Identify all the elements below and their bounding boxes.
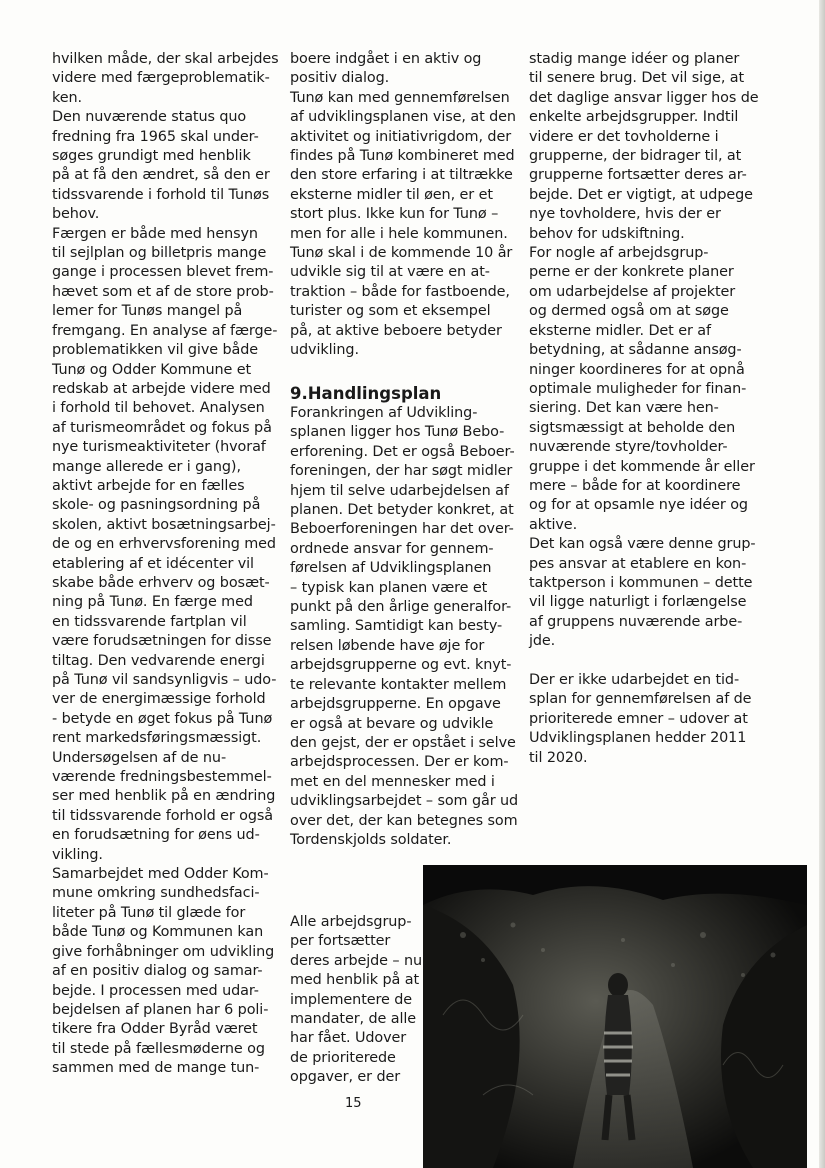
text-line: det daglige ansvar ligger hos de bbox=[529, 89, 759, 106]
text-line: mere – både for at koordinere bbox=[529, 477, 741, 494]
text-line: – typisk kan planen være et bbox=[290, 579, 488, 596]
text-line: siering. Det kan være hen- bbox=[529, 400, 719, 417]
text-line: de prioriterede bbox=[290, 1049, 396, 1066]
text-line: hævet som et af de store prob- bbox=[52, 283, 274, 300]
text-line: aktive. bbox=[529, 516, 578, 533]
text-line: te relevante kontakter mellem bbox=[290, 676, 507, 693]
text-line: ning på Tunø. En færge med bbox=[52, 594, 253, 611]
text-line: grupperne fortsætter deres ar- bbox=[529, 167, 747, 184]
text-line: problematikken vil give både bbox=[52, 342, 259, 359]
text-line: Forankringen af Udvikling- bbox=[290, 405, 478, 421]
text-line: mange allerede er i gang), bbox=[52, 458, 241, 475]
text-line: hvilken måde, der skal arbejdes bbox=[52, 51, 279, 67]
text-column-left bbox=[52, 50, 279, 1079]
text-line: skabe både erhverv og bosæt- bbox=[52, 574, 270, 591]
text-line: om udarbejdelse af projekter bbox=[529, 283, 736, 300]
text-line: ordnede ansvar for gennem- bbox=[290, 540, 494, 557]
text-line: af udviklingsplanen vise, at den bbox=[290, 109, 516, 126]
text-line: vil ligge naturligt i forlængelse bbox=[529, 594, 747, 611]
text-line: positiv dialog. bbox=[290, 70, 390, 87]
text-line: værende fredningsbestemmel- bbox=[52, 769, 272, 786]
text-line: Udviklingsplanen hedder 2011 bbox=[529, 730, 747, 747]
text-line: Tunø skal i de kommende 10 år bbox=[290, 245, 513, 262]
text-line: gruppe i det kommende år eller bbox=[529, 458, 755, 475]
text-line: prioriterede emner – udover at bbox=[529, 710, 748, 727]
text-line: eksterne midler til øen, er et bbox=[290, 186, 493, 203]
text-line: og dermed også om at søge bbox=[529, 303, 729, 320]
text-line: lemer for Tunøs mangel på bbox=[52, 303, 243, 320]
text-line: med henblik på at bbox=[290, 972, 420, 989]
text-line: taktperson i kommunen – dette bbox=[529, 574, 753, 591]
text-line: aktivt arbejde for en fælles bbox=[52, 477, 245, 494]
text-line: udvikle sig til at være en at- bbox=[290, 264, 490, 281]
text-line: opgaver, er der bbox=[290, 1069, 401, 1086]
text-line: give forhåbninger om udvikling bbox=[52, 943, 275, 960]
text-line: videre er det tovholderne i bbox=[529, 128, 719, 145]
text-column-right-body bbox=[529, 50, 759, 652]
text-line: samling. Samtidigt kan besty- bbox=[290, 618, 503, 635]
text-line: pes ansvar at etablere en kon- bbox=[529, 555, 747, 572]
text-line: redskab at arbejde videre med bbox=[52, 380, 271, 397]
text-line: af en positiv dialog og samar- bbox=[52, 963, 263, 980]
text-line: nye tovholdere, hvis der er bbox=[529, 206, 721, 223]
text-line: førelsen af Udviklingsplanen bbox=[290, 560, 492, 577]
page-edge bbox=[819, 0, 825, 1168]
text-line: mandater, de alle bbox=[290, 1011, 417, 1028]
text-line: findes på Tunø kombineret med bbox=[290, 148, 515, 165]
text-line: Samarbejdet med Odder Kom- bbox=[52, 866, 269, 883]
text-line: - betyde en øget fokus på Tunø bbox=[52, 710, 273, 727]
text-line: splanen ligger hos Tunø Bebo- bbox=[290, 424, 505, 441]
text-line: nye turismeaktiviteter (hvoraf bbox=[52, 439, 266, 456]
text-line: Beboerforeningen har det over- bbox=[290, 521, 514, 538]
text-line: udvikling. bbox=[290, 342, 359, 359]
text-line: over det, der kan betegnes som bbox=[290, 812, 518, 829]
text-line: optimale muligheder for finan- bbox=[529, 380, 747, 397]
text-line: punkt på den årlige generalfor- bbox=[290, 599, 512, 616]
text-line: en tidssvarende fartplan vil bbox=[52, 613, 247, 630]
paragraph-gap bbox=[529, 652, 759, 671]
text-line: implementere de bbox=[290, 991, 413, 1008]
text-line: betydning, at sådanne ansøg- bbox=[529, 342, 742, 359]
text-line: til stede på fællesmøderne og bbox=[52, 1040, 265, 1057]
text-line: den store erfaring i at tiltrække bbox=[290, 167, 513, 184]
text-line: på, at aktive beboere betyder bbox=[290, 322, 502, 339]
text-line: etablering af et idécenter vil bbox=[52, 555, 254, 572]
text-line: skolen, aktivt bosætningsarbej- bbox=[52, 516, 276, 533]
text-line: skole- og pasningsordning på bbox=[52, 497, 261, 514]
text-line: aktivitet og initiativrigdom, der bbox=[290, 128, 512, 145]
text-line: erforening. Det er også Beboer- bbox=[290, 443, 515, 460]
text-line: udviklingsarbejdet – som går ud bbox=[290, 793, 519, 810]
text-line: på Tunø vil sandsynligvis – udo- bbox=[52, 672, 277, 688]
text-column-right-final bbox=[529, 671, 759, 768]
text-column-middle-section bbox=[290, 404, 518, 850]
text-line: sigtsmæssigt at beholde den bbox=[529, 419, 736, 436]
text-line: mune omkring sundhedsfaci- bbox=[52, 885, 260, 902]
text-line: boere indgået i en aktiv og bbox=[290, 51, 482, 67]
text-line: på at få den ændret, så den er bbox=[52, 167, 270, 184]
text-line: til 2020. bbox=[529, 749, 588, 766]
text-line: splan for gennemførelsen af de bbox=[529, 691, 752, 708]
text-line: har fået. Udover bbox=[290, 1030, 407, 1047]
text-line: relsen løbende have øje for bbox=[290, 637, 485, 654]
text-line: stadig mange idéer og planer bbox=[529, 51, 740, 67]
text-line: og for at opsamle nye idéer og bbox=[529, 497, 748, 514]
text-line: Tordenskjolds soldater. bbox=[290, 831, 452, 848]
text-line: til tidssvarende forhold er også bbox=[52, 807, 274, 824]
text-line: arbejdsgrupperne. En opgave bbox=[290, 696, 501, 713]
text-line: planen. Det betyder konkret, at bbox=[290, 502, 514, 519]
text-line: sammen med de mange tun- bbox=[52, 1060, 260, 1077]
text-line: Tunø kan med gennemførelsen bbox=[290, 89, 510, 106]
text-line: tiltag. Den vedvarende energi bbox=[52, 652, 265, 669]
text-line: deres arbejde – nu bbox=[290, 952, 423, 969]
text-line: grupperne, der bidrager til, at bbox=[529, 148, 742, 165]
text-line: For nogle af arbejdsgrup- bbox=[529, 245, 709, 262]
text-column-middle bbox=[290, 50, 518, 361]
text-line: af turismeområdet og fokus på bbox=[52, 419, 272, 436]
text-line: Færgen er både med hensyn bbox=[52, 225, 258, 242]
text-line: er også at bevare og udvikle bbox=[290, 715, 494, 732]
text-line: hjem til selve udarbejdelsen af bbox=[290, 482, 509, 499]
text-line: ninger koordineres for at opnå bbox=[529, 361, 745, 378]
page-number: 15 bbox=[345, 1096, 362, 1111]
section-heading: 9.Handlingsplan bbox=[290, 384, 442, 403]
text-line: enkelte arbejdsgrupper. Indtil bbox=[529, 109, 739, 126]
text-line: ser med henblik på en ændring bbox=[52, 788, 276, 805]
text-line: rent markedsføringsmæssigt. bbox=[52, 730, 262, 747]
text-line: met en del mennesker med i bbox=[290, 773, 495, 790]
text-line: jde. bbox=[529, 633, 556, 650]
text-line: Den nuværende status quo bbox=[52, 109, 247, 126]
text-line: behov. bbox=[52, 206, 100, 223]
text-line: de og en erhvervsforening med bbox=[52, 536, 276, 553]
text-line: men for alle i hele kommunen. bbox=[290, 225, 508, 242]
text-line: tidssvarende i forhold til Tunøs bbox=[52, 186, 270, 203]
text-line: til senere brug. Det vil sige, at bbox=[529, 70, 745, 87]
text-line: Der er ikke udarbejdet en tid- bbox=[529, 671, 740, 688]
text-line: eksterne midler. Det er af bbox=[529, 322, 711, 339]
text-line: bejde. Det er vigtigt, at udpege bbox=[529, 186, 753, 203]
text-line: både Tunø og Kommunen kan bbox=[52, 924, 264, 941]
text-line: arbejdsgrupperne og evt. knyt- bbox=[290, 657, 512, 674]
text-column-right bbox=[529, 50, 759, 768]
text-line: en forudsætning for øens ud- bbox=[52, 827, 260, 844]
text-line: bejde. I processen med udar- bbox=[52, 982, 259, 999]
text-line: søges grundigt med henblik bbox=[52, 148, 251, 165]
text-line: nuværende styre/tovholder- bbox=[529, 439, 728, 456]
text-line: Undersøgelsen af de nu- bbox=[52, 749, 227, 766]
text-line: behov for udskiftning. bbox=[529, 225, 685, 242]
text-line: traktion – både for fastboende, bbox=[290, 283, 510, 300]
text-line: stort plus. Ikke kun for Tunø – bbox=[290, 206, 499, 223]
text-line: til sejlplan og billetpris mange bbox=[52, 245, 267, 262]
text-column-middle-bottom bbox=[290, 913, 423, 1088]
text-line: perne er der konkrete planer bbox=[529, 264, 734, 281]
text-line: Tunø og Odder Kommune et bbox=[52, 361, 252, 378]
text-line: fredning fra 1965 skal under- bbox=[52, 128, 259, 145]
text-line: fremgang. En analyse af færge- bbox=[52, 322, 278, 339]
text-line: per fortsætter bbox=[290, 933, 391, 950]
text-line: være forudsætningen for disse bbox=[52, 633, 272, 650]
text-line: Det kan også være denne grup- bbox=[529, 536, 756, 553]
text-line: ver de energimæssige forhold bbox=[52, 691, 266, 708]
text-line: arbejdsprocessen. Der er kom- bbox=[290, 754, 509, 771]
photo-illustration bbox=[423, 865, 807, 1168]
text-line: ken. bbox=[52, 89, 82, 106]
text-line: af gruppens nuværende arbe- bbox=[529, 613, 743, 630]
text-line: gange i processen blevet frem- bbox=[52, 264, 274, 281]
text-line: videre med færgeproblematik- bbox=[52, 70, 270, 87]
text-line: turister og som et eksempel bbox=[290, 303, 491, 320]
text-line: Alle arbejdsgrup- bbox=[290, 914, 412, 930]
text-line: den gejst, der er opstået i selve bbox=[290, 734, 516, 751]
text-line: foreningen, der har søgt midler bbox=[290, 463, 513, 480]
text-line: bejdelsen af planen har 6 poli- bbox=[52, 1001, 269, 1018]
text-line: liteter på Tunø til glæde for bbox=[52, 904, 246, 921]
text-line: tikere fra Odder Byråd været bbox=[52, 1021, 258, 1038]
text-line: vikling. bbox=[52, 846, 103, 863]
text-line: i forhold til behovet. Analysen bbox=[52, 400, 265, 417]
nature-photo bbox=[423, 865, 807, 1168]
